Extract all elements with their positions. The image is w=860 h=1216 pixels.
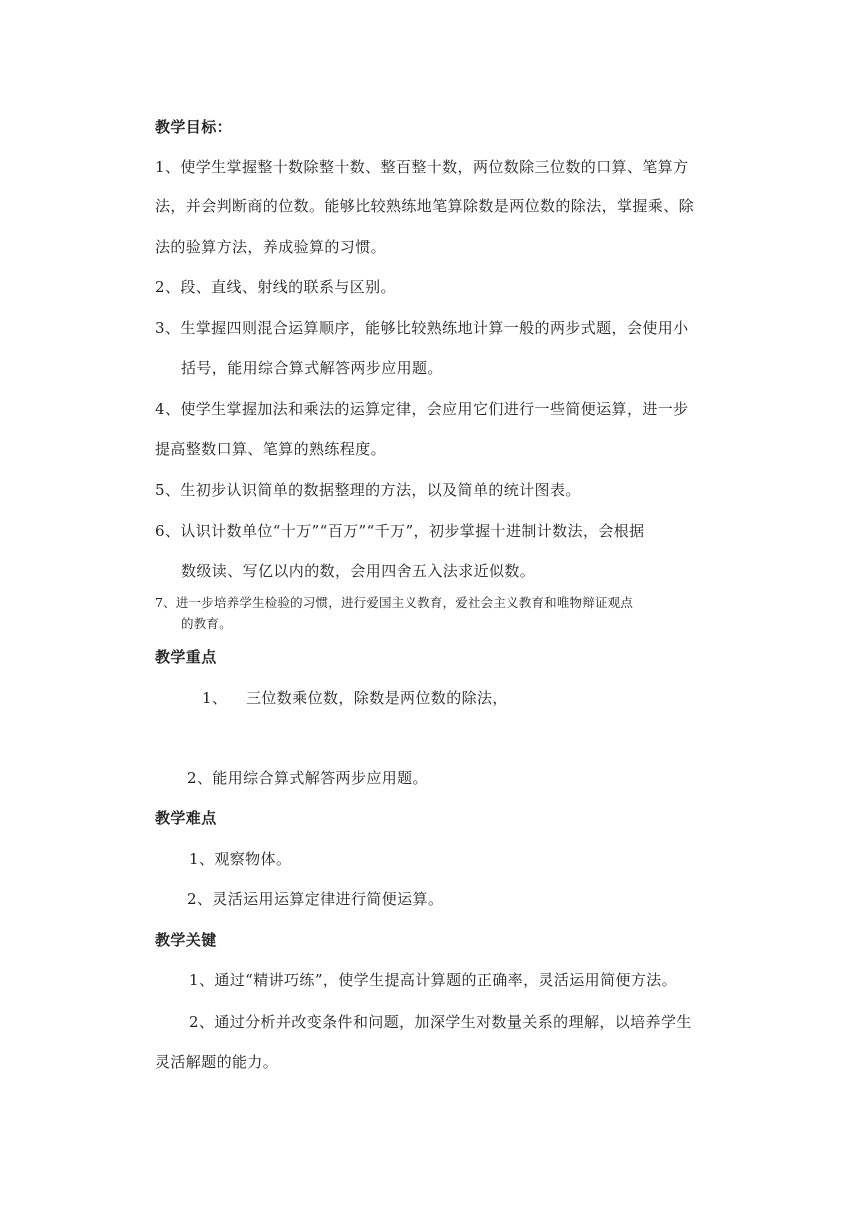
goal-1-line-1: 1、使学生掌握整十数除整十数、整百整十数，两位数除三位数的口算、笔算方 <box>155 158 689 176</box>
goal-7-line-1: 7、进一步培养学生检验的习惯，进行爱国主义教育，爱社会主义教育和唯物辩证观点 <box>155 595 634 610</box>
difficulty-2: 2、灵活运用运算定律进行简便运算。 <box>187 890 444 908</box>
goal-6-line-1: 6、认识计数单位“十万”“百万”“千万”，初步掌握十进制计数法，会根据 <box>155 522 645 540</box>
key-point-1-number: 1、 <box>202 689 228 707</box>
key-point-2: 2、能用综合算式解答两步应用题。 <box>187 769 428 787</box>
key-2-line-1: 2、通过分析并改变条件和问题，加深学生对数量关系的理解，以培养学生 <box>189 1013 692 1031</box>
goal-4-line-2: 提高整数口算、笔算的熟练程度。 <box>155 440 387 458</box>
key-point-1-text: 三位数乘位数，除数是两位数的除法， <box>246 689 508 707</box>
key-2-line-2: 灵活解题的能力。 <box>155 1053 279 1071</box>
goal-3-line-1: 3、生掌握四则混合运算顺序，能够比较熟练地计算一般的两步式题，会使用小 <box>155 319 689 337</box>
goals-heading: 教学目标： <box>155 118 233 136</box>
goal-7-line-2: 的教育。 <box>181 616 232 631</box>
goal-1-line-2: 法，并会判断商的位数。能够比较熟练地笔算除数是两位数的除法，掌握乘、除 <box>155 197 695 215</box>
goal-1-line-3: 法的验算方法，养成验算的习惯。 <box>155 238 387 256</box>
key-points-heading: 教学重点 <box>155 648 217 666</box>
difficulty-1: 1、观察物体。 <box>189 850 292 868</box>
difficulties-heading: 教学难点 <box>155 809 217 827</box>
goal-5: 5、生初步认识简单的数据整理的方法，以及简单的统计图表。 <box>155 481 581 499</box>
goal-4-line-1: 4、使学生掌握加法和乘法的运算定律，会应用它们进行一些简便运算，进一步 <box>155 400 689 418</box>
goal-3-line-2: 括号，能用综合算式解答两步应用题。 <box>181 359 443 377</box>
goal-2: 2、段、直线、射线的联系与区别。 <box>155 278 396 296</box>
keys-heading: 教学关键 <box>155 931 217 949</box>
key-1: 1、通过“精讲巧练”，使学生提高计算题的正确率，灵活运用简便方法。 <box>189 971 678 989</box>
goal-6-line-2: 数级读、写亿以内的数，会用四舍五入法求近似数。 <box>181 562 536 580</box>
